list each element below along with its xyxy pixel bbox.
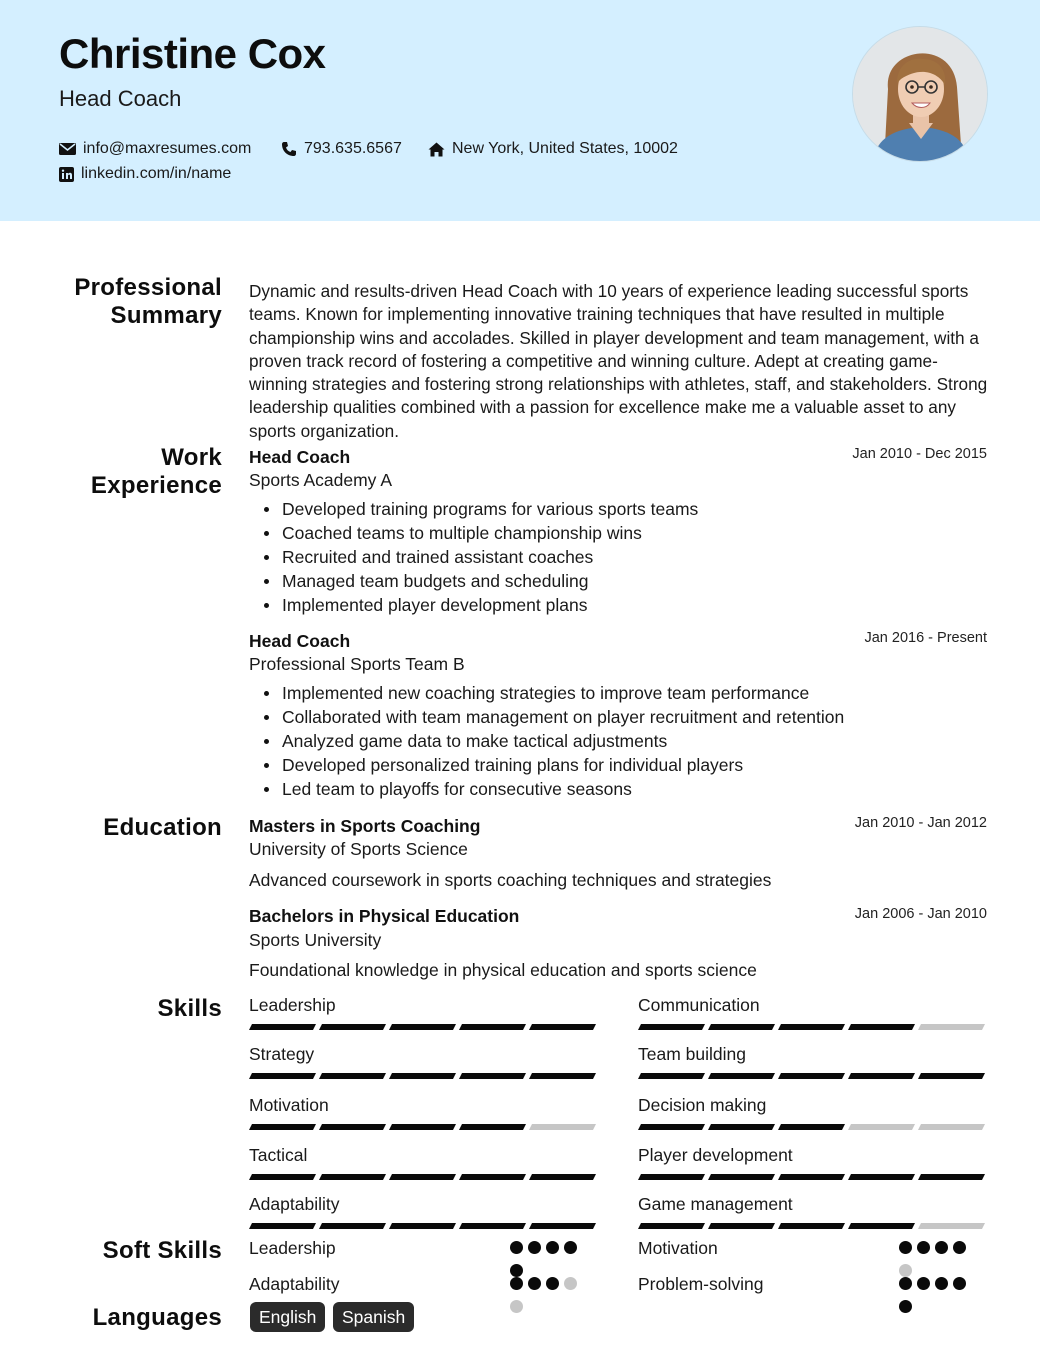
- skill-segment: [249, 1174, 316, 1180]
- school-name: Sports University: [249, 930, 382, 950]
- skill-level-bar: [638, 1024, 987, 1030]
- rating-dot: [510, 1264, 523, 1277]
- job-title: Head Coach: [249, 447, 351, 467]
- summary-text: Dynamic and results-driven Head Coach with 10 years of experience leading successful sports teams. Known for implementing innovative training techniques that have resulted in multiple championship wins and accolades. Skilled in player development and team management, with a proven track record of fostering a competitive and winning culture. Adept at creating game-winning strategies and fostering strong relationships with athletes, staff, and stakeholders. Strong leadership qualities combined with a passion for excellence make me a valuable asset to any sports organization.: [249, 281, 988, 441]
- envelope-icon: [59, 142, 76, 156]
- skill-segment: [848, 1124, 915, 1130]
- list-item: Analyzed game data to make tactical adjustments: [262, 729, 844, 753]
- soft-skill-rating: [510, 1241, 585, 1281]
- rating-dot: [917, 1241, 930, 1254]
- candidate-name: Christine Cox: [59, 30, 326, 77]
- education-dates: Jan 2006 - Jan 2010: [854, 906, 987, 922]
- job-company: Professional Sports Team B: [249, 654, 465, 674]
- rating-dot: [564, 1241, 577, 1254]
- soft-skill-rating: [510, 1277, 585, 1317]
- skill-segment: [389, 1073, 456, 1079]
- language-tag-spanish: Spanish: [333, 1302, 414, 1332]
- skill-segment: [638, 1174, 705, 1180]
- skill-name: Game management: [638, 1194, 793, 1214]
- section-title-summary: Professional Summary: [74, 274, 222, 329]
- job-dates: Jan 2010 - Dec 2015: [852, 446, 987, 462]
- skill-name: Motivation: [249, 1095, 329, 1115]
- contact-email[interactable]: [59, 140, 251, 158]
- skill-level-bar: [638, 1073, 987, 1079]
- skill-level-bar: [249, 1073, 598, 1079]
- skill-segment: [848, 1073, 915, 1079]
- rating-dot: [953, 1241, 966, 1254]
- skill-segment: [389, 1024, 456, 1030]
- skill-segment: [918, 1174, 985, 1180]
- job-dates: Jan 2016 - Present: [864, 630, 987, 646]
- email-text: info@maxresumes.com: [83, 140, 252, 157]
- list-item: Implemented player development plans: [262, 593, 698, 617]
- job-bullets: [262, 497, 698, 617]
- skill-segment: [389, 1223, 456, 1229]
- resume-header: [0, 0, 1040, 221]
- skill-segment: [529, 1073, 596, 1079]
- job-company: Sports Academy A: [249, 470, 392, 490]
- skill-segment: [848, 1024, 915, 1030]
- education-dates: Jan 2010 - Jan 2012: [854, 815, 987, 831]
- skill-segment: [529, 1223, 596, 1229]
- list-item: Collaborated with team management on player recruitment and retention: [262, 705, 844, 729]
- rating-dot: [935, 1241, 948, 1254]
- section-title-soft-skills: Soft Skills: [102, 1237, 222, 1264]
- skill-name: Tactical: [249, 1145, 308, 1165]
- job-title: Head Coach: [249, 631, 351, 651]
- list-item: Implemented new coaching strategies to improve team performance: [262, 681, 844, 705]
- skill-level-bar: [249, 1223, 598, 1229]
- rating-dot: [899, 1241, 912, 1254]
- skill-segment: [319, 1124, 386, 1130]
- skill-segment: [249, 1124, 316, 1130]
- skill-name: Team building: [638, 1044, 746, 1064]
- school-name: University of Sports Science: [249, 839, 468, 859]
- skill-name: Strategy: [249, 1044, 315, 1064]
- phone-text: 793.635.6567: [304, 140, 402, 157]
- location-text: New York, United States, 10002: [452, 140, 678, 157]
- skill-segment: [459, 1174, 526, 1180]
- skill-segment: [249, 1073, 316, 1079]
- skill-segment: [319, 1024, 386, 1030]
- skill-segment: [389, 1174, 456, 1180]
- section-title-work: Work Experience: [90, 444, 222, 499]
- rating-dot: [564, 1277, 577, 1290]
- skill-segment: [529, 1124, 596, 1130]
- skill-segment: [459, 1223, 526, 1229]
- education-description: Foundational knowledge in physical education and sports science: [249, 960, 757, 980]
- skill-segment: [848, 1174, 915, 1180]
- rating-dot: [899, 1264, 912, 1277]
- skill-segment: [918, 1024, 985, 1030]
- skill-segment: [319, 1223, 386, 1229]
- rating-dot: [546, 1241, 559, 1254]
- contact-linkedin[interactable]: [59, 165, 231, 183]
- rating-dot: [917, 1277, 930, 1290]
- skill-segment: [918, 1124, 985, 1130]
- skill-segment: [708, 1073, 775, 1079]
- skill-name: Decision making: [638, 1095, 767, 1115]
- skill-segment: [638, 1124, 705, 1130]
- section-title-education: Education: [103, 814, 222, 841]
- skill-segment: [249, 1223, 316, 1229]
- linkedin-icon: [59, 167, 74, 182]
- skill-segment: [778, 1174, 845, 1180]
- skill-segment: [249, 1024, 316, 1030]
- rating-dot: [528, 1277, 541, 1290]
- phone-icon: [281, 141, 297, 157]
- linkedin-text: linkedin.com/in/name: [81, 165, 232, 182]
- skill-level-bar: [249, 1174, 598, 1180]
- skill-segment: [319, 1174, 386, 1180]
- skill-segment: [459, 1124, 526, 1130]
- rating-dot: [528, 1241, 541, 1254]
- skill-segment: [529, 1024, 596, 1030]
- education-description: Advanced coursework in sports coaching techniques and strategies: [249, 870, 772, 890]
- skill-segment: [918, 1223, 985, 1229]
- contact-location: [428, 140, 678, 158]
- rating-dot: [935, 1277, 948, 1290]
- section-title-skills: Skills: [157, 995, 222, 1022]
- list-item: Recruited and trained assistant coaches: [262, 545, 698, 569]
- skill-segment: [319, 1073, 386, 1079]
- section-title-languages: Languages: [92, 1304, 222, 1331]
- list-item: Led team to playoffs for consecutive seasons: [262, 777, 844, 801]
- skill-segment: [638, 1073, 705, 1079]
- soft-skill-name: Leadership: [249, 1238, 336, 1258]
- list-item: Coached teams to multiple championship wins: [262, 521, 698, 545]
- skill-segment: [708, 1124, 775, 1130]
- rating-dot: [510, 1300, 523, 1313]
- skill-name: Player development: [638, 1145, 793, 1165]
- skill-segment: [708, 1174, 775, 1180]
- skill-segment: [459, 1024, 526, 1030]
- skill-segment: [529, 1174, 596, 1180]
- skill-segment: [778, 1223, 845, 1229]
- rating-dot: [510, 1277, 523, 1290]
- language-tag-english: English: [250, 1302, 325, 1332]
- skill-segment: [708, 1024, 775, 1030]
- skill-name: Adaptability: [249, 1194, 340, 1214]
- job-bullets: [262, 681, 844, 801]
- skill-segment: [459, 1073, 526, 1079]
- skill-segment: [389, 1124, 456, 1130]
- skill-segment: [778, 1024, 845, 1030]
- skill-segment: [778, 1124, 845, 1130]
- list-item: Developed personalized training plans for individual players: [262, 753, 844, 777]
- rating-dot: [546, 1277, 559, 1290]
- skill-segment: [848, 1223, 915, 1229]
- soft-skill-name: Problem-solving: [638, 1274, 764, 1294]
- skill-level-bar: [249, 1124, 598, 1130]
- soft-skill-name: Motivation: [638, 1238, 718, 1258]
- soft-skill-rating: [899, 1277, 974, 1317]
- skill-segment: [638, 1024, 705, 1030]
- contact-phone[interactable]: [281, 140, 402, 158]
- skill-level-bar: [638, 1174, 987, 1180]
- candidate-title: Head Coach: [59, 86, 182, 111]
- skill-segment: [778, 1073, 845, 1079]
- list-item: Developed training programs for various sports teams: [262, 497, 698, 521]
- soft-skill-rating: [899, 1241, 974, 1281]
- soft-skill-name: Adaptability: [249, 1274, 340, 1294]
- rating-dot: [899, 1300, 912, 1313]
- skill-name: Leadership: [249, 995, 336, 1015]
- profile-photo: [852, 26, 988, 162]
- skill-level-bar: [638, 1223, 987, 1229]
- rating-dot: [953, 1277, 966, 1290]
- skill-level-bar: [638, 1124, 987, 1130]
- skill-segment: [918, 1073, 985, 1079]
- degree-title: Masters in Sports Coaching: [249, 816, 481, 836]
- home-icon: [428, 142, 445, 157]
- list-item: Managed team budgets and scheduling: [262, 569, 698, 593]
- degree-title: Bachelors in Physical Education: [249, 906, 520, 926]
- skill-level-bar: [249, 1024, 598, 1030]
- skill-segment: [638, 1223, 705, 1229]
- skill-name: Communication: [638, 995, 760, 1015]
- rating-dot: [510, 1241, 523, 1254]
- skill-segment: [708, 1223, 775, 1229]
- rating-dot: [899, 1277, 912, 1290]
